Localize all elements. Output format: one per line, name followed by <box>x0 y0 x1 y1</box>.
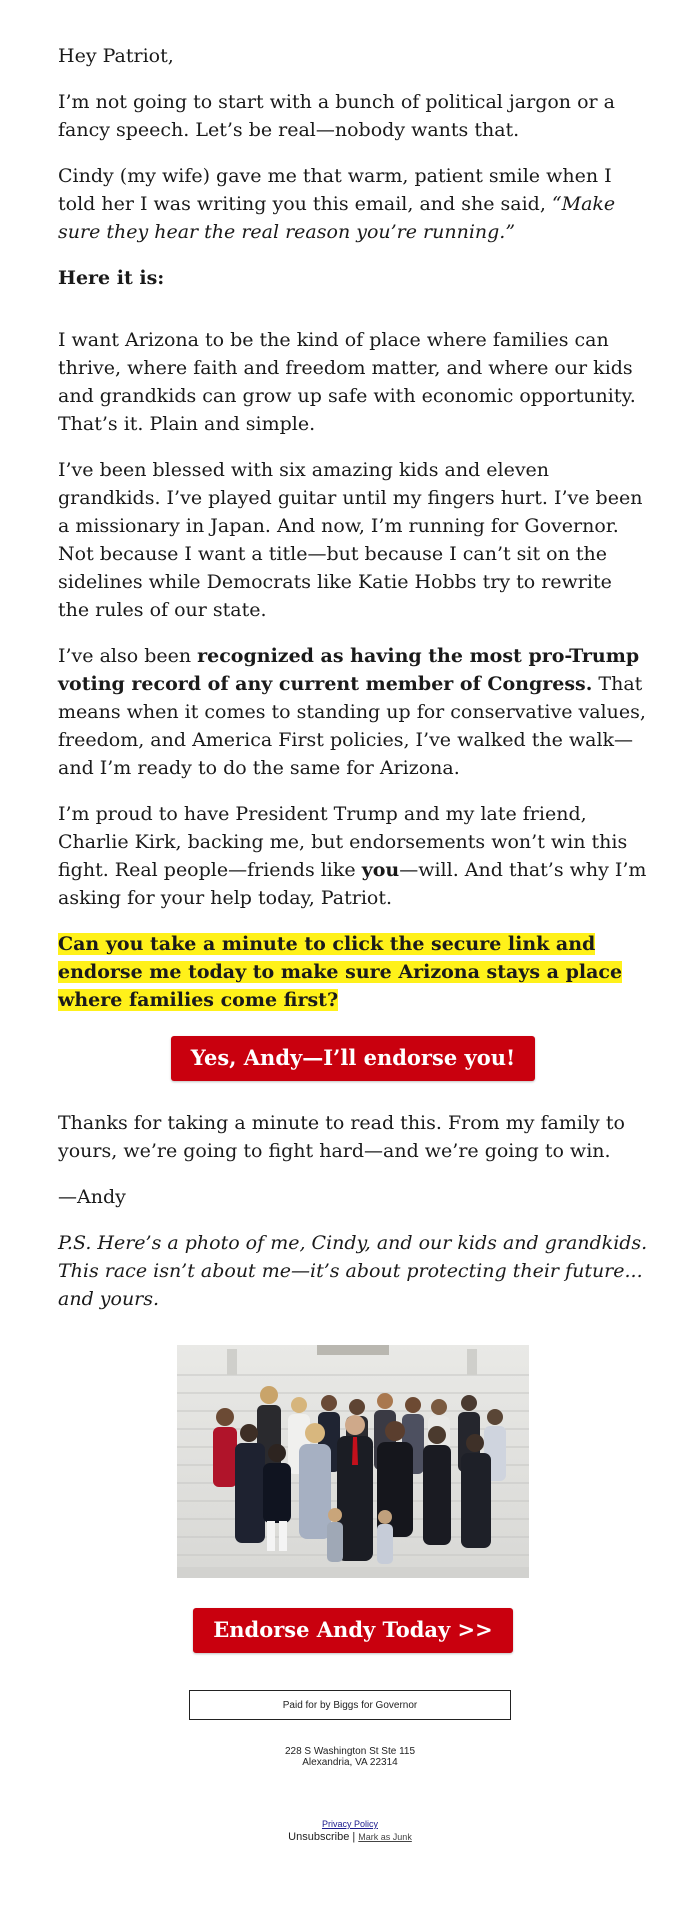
paragraph-endorsements <box>58 800 648 912</box>
postscript-text: P.S. Here’s a photo of me, Cindy, and our kids and grandkids. This race isn’t about me—it’s about protecting their future... and yours. <box>58 1232 648 1310</box>
highlighted-ask[interactable]: Can you take a minute to click the secure link and endorse me today to make sure Arizona stays a place where families come first? <box>58 933 623 1011</box>
cta-container <box>58 1036 648 1081</box>
privacy-policy-link[interactable]: Privacy Policy <box>321 1819 378 1829</box>
unsubscribe-row <box>0 1831 700 1843</box>
paragraph-endorsements-end: —will. And that’s why I’m asking for your help today, Patriot. <box>58 859 647 909</box>
link-separator: | <box>352 1831 356 1843</box>
paragraph-record-start: I’ve also been <box>58 645 198 667</box>
email-content <box>58 42 648 1653</box>
family-photo[interactable] <box>177 1345 529 1578</box>
section-heading: Here it is: <box>58 267 165 289</box>
mark-as-junk-link[interactable]: Mark as Junk <box>358 1832 412 1842</box>
paragraph-record-end: That means when it comes to standing up for conservative values, freedom, and America First policies, I’ve walked the walk—and I’m ready to do the same for Arizona. <box>58 673 646 779</box>
endorse-andy-button[interactable]: Endorse Andy Today >> <box>193 1608 513 1653</box>
footer-links <box>0 1818 700 1843</box>
paragraph-bio: I’ve been blessed with six amazing kids and eleven grandkids. I’ve played guitar until my fingers hurt. I’ve been a missionary in Japan. And now, I’m running for Governor. Not because I want a title—but because I can’t sit on the sidelines while Democrats like Katie Hobbs try to rewrite the rules of our state. <box>58 459 643 621</box>
paragraph-thanks: Thanks for taking a minute to read this. From my family to yours, we’re going to fight hard—and we’re going to win. <box>58 1112 625 1162</box>
mailing-address <box>0 1746 700 1768</box>
cindy-quote: “Make sure they hear the real reason you’re running.” <box>58 193 616 243</box>
footer <box>0 1690 700 1843</box>
paragraph-record <box>58 642 648 782</box>
paragraph-intro: I’m not going to start with a bunch of political jargon or a fancy speech. Let’s be real—nobody wants that. <box>58 91 615 141</box>
paragraph-endorsements-bold: you <box>361 859 400 881</box>
postscript <box>58 1229 648 1313</box>
greeting: Hey Patriot, <box>58 45 174 67</box>
paragraph-vision: I want Arizona to be the kind of place where families can thrive, where faith and freedom matter, and where our kids and grandkids can grow up safe with economic opportunity. That’s it. Plain and simple. <box>58 329 636 435</box>
address-line-1: 228 S Washington St Ste 115 <box>284 1746 416 1757</box>
paragraph-record-bold: recognized as having the most pro-Trump voting record of any current member of Congress. <box>58 645 640 695</box>
endorse-button[interactable]: Yes, Andy—I’ll endorse you! <box>171 1036 535 1081</box>
paragraph-endorsements-start: I’m proud to have President Trump and my late friend, Charlie Kirk, backing me, but endorsements won’t win this fight. Real people—friends like <box>58 803 628 881</box>
cta2-container <box>58 1608 648 1653</box>
highlight-paragraph <box>58 930 648 1014</box>
paragraph-cindy <box>58 162 648 246</box>
unsubscribe-link[interactable]: Unsubscribe <box>288 1831 350 1843</box>
address-line-2: Alexandria, VA 22314 <box>302 1757 398 1768</box>
paid-for-disclaimer: Paid for by Biggs for Governor <box>189 1690 511 1720</box>
paragraph-cindy-text: Cindy (my wife) gave me that warm, patient smile when I told her I was writing you this email, and she said, <box>58 165 612 215</box>
photo-container <box>58 1345 648 1578</box>
signoff: —Andy <box>58 1186 126 1208</box>
